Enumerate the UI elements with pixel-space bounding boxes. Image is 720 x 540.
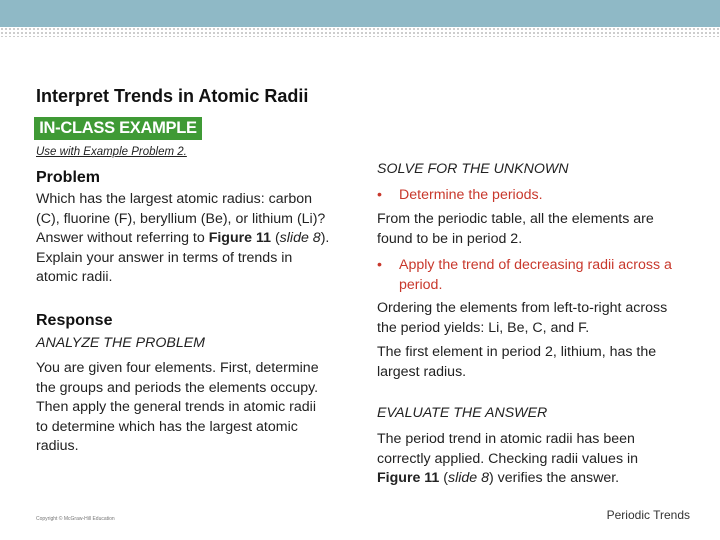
bullet-icon: • — [377, 257, 382, 273]
bullet-text: Apply the trend of decreasing radii across a period. — [399, 257, 672, 293]
periods-paragraph: From the periodic table, all the elements are found to be in period 2. — [377, 211, 654, 247]
solve-heading: SOLVE FOR THE UNKNOWN — [377, 161, 569, 177]
problem-text-part: ). Explain your answer in terms of trends in atomic radii. — [36, 230, 330, 286]
slide-title: Interpret Trends in Atomic Radii — [36, 86, 309, 106]
bullet-text: Determine the periods. — [399, 187, 543, 203]
slide-reference: slide 8 — [279, 230, 321, 247]
problem-heading: Problem — [36, 169, 101, 186]
analyze-text: You are given four elements. First, determine the groups and periods the elements occupy. Then apply the general trends in atomic radii to determine which has the largest atomic radius. — [36, 360, 319, 455]
evaluate-text-part: The period trend in atomic radii has been correctly applied. Checking radii values in — [377, 431, 639, 467]
example-note: Use with Example Problem 2. — [36, 146, 187, 158]
slide-reference: slide 8 — [447, 470, 489, 487]
evaluate-text — [377, 430, 682, 489]
figure-reference: Figure 11 — [208, 230, 271, 247]
bullet-apply-trend — [377, 256, 672, 295]
evaluate-text-part: ) verifies the answer. — [488, 470, 620, 487]
evaluate-heading: EVALUATE THE ANSWER — [377, 405, 548, 421]
dotted-divider — [0, 27, 720, 37]
in-class-example-badge: IN-CLASS EXAMPLE — [34, 117, 202, 140]
evaluate-text-part: ( — [439, 470, 448, 487]
problem-text — [36, 190, 336, 288]
analyze-heading: ANALYZE THE PROBLEM — [36, 335, 205, 351]
bullet-icon: • — [377, 187, 382, 203]
footer-topic: Periodic Trends — [606, 508, 690, 522]
problem-text-part: Which has the largest atomic radius: carbon (C), fluorine (F), beryllium (Be), or lithium (Li)? Answer without referring to — [36, 191, 326, 247]
response-heading: Response — [36, 312, 113, 329]
figure-reference: Figure 11 — [377, 470, 440, 487]
lithium-paragraph: The first element in period 2, lithium, has the largest radius. — [377, 344, 657, 380]
copyright: Copyright © McGraw-Hill Education — [36, 516, 115, 522]
header-bar — [0, 0, 720, 27]
problem-text-part: ( — [271, 230, 280, 247]
ordering-paragraph: Ordering the elements from left-to-right across the period yields: Li, Be, C, and F. — [377, 300, 668, 336]
bullet-determine-periods — [377, 187, 677, 203]
